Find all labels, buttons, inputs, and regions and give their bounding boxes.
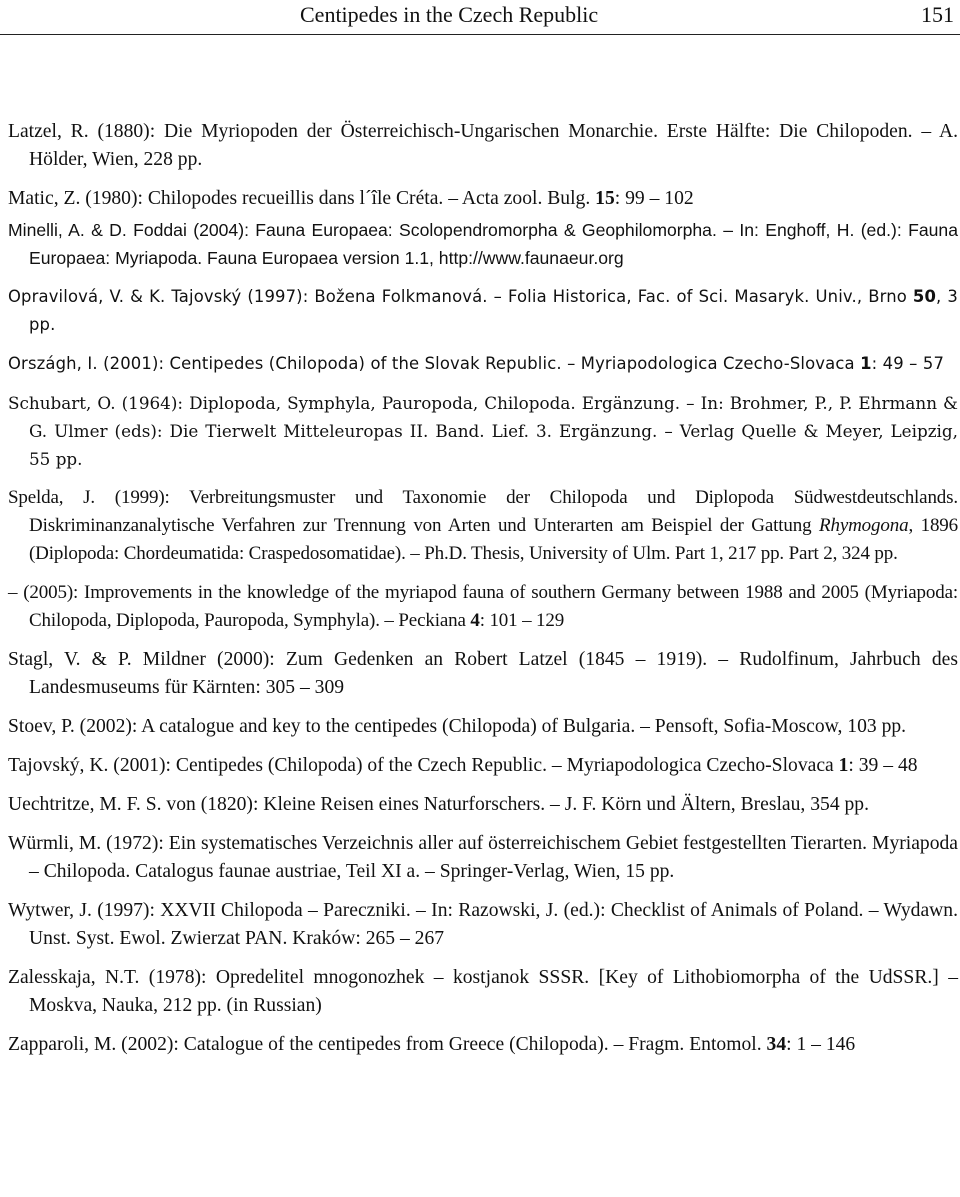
reference-list bbox=[8, 118, 958, 1070]
reference-zalesskaja: Zalesskaja, N.T. (1978): Opredelitel mnogonozhek – kostjanok SSSR. [Key of Lithobiomorpha of the UdSSR.] – Moskva, Nauka, 212 pp. (in Russian) bbox=[8, 967, 958, 1016]
reference-spelda-2005: – (2005): Improvements in the knowledge of the myriapod fauna of southern Germany between 1988 and 2005 (Myriapoda: Chilopoda, Diplopoda, Pauropoda, Symphyla). – Peckiana 4: 101 – 129 bbox=[8, 582, 958, 631]
reference-uechtritze: Uechtritze, M. F. S. von (1820): Kleine Reisen eines Naturforschers. – J. F. Körn und Ältern, Breslau, 354 pp. bbox=[8, 794, 870, 815]
reference-spelda-1999: Spelda, J. (1999): Verbreitungsmuster und Taxonomie der Chilopoda und Diplopoda Südwestdeutschlands. Diskriminanzanalytische Verfahren zur Trennung von Arten und Unterarten am Beispiel der Gattung Rhymogona, 1896 (Diplopoda: Chordeumatida: Craspedosomatidae). – Ph.D. Thesis, University of Ulm. Part 1, 217 pp. Part 2, 324 pp. bbox=[8, 487, 958, 564]
page-number: 151 bbox=[921, 2, 954, 27]
reference-stoev: Stoev, P. (2002): A catalogue and key to the centipedes (Chilopoda) of Bulgaria. – Pensoft, Sofia-Moscow, 103 pp. bbox=[8, 716, 907, 737]
reference-schubart: Schubart, O. (1964): Diplopoda, Symphyla, Pauropoda, Chilopoda. Ergänzung. – In: Brohmer, P., P. Ehrmann & G. Ulmer (eds): Die Tierwelt Mitteleuropas II. Band. Lief. 3. Ergänzung. – Verlag Quelle & Meyer, Leipzig, 55 pp. bbox=[8, 393, 958, 469]
reference-latzel: Latzel, R. (1880): Die Myriopoden der Österreichisch-Ungarischen Monarchie. Erste Hälfte: Die Chilopoden. – A. Hölder, Wien, 228 pp. bbox=[8, 121, 958, 170]
reference-zapparoli: Zapparoli, M. (2002): Catalogue of the centipedes from Greece (Chilopoda). – Fragm. Entomol. 34: 1 – 146 bbox=[8, 1034, 856, 1055]
running-title: Centipedes in the Czech Republic bbox=[300, 2, 599, 27]
reference-wytwer: Wytwer, J. (1997): XXVII Chilopoda – Pareczniki. – In: Razowski, J. (ed.): Checklist of Animals of Poland. – Wydawn. Unst. Syst. Ewol. Zwierzat PAN. Kraków: 265 – 267 bbox=[8, 900, 958, 949]
reference-minelli: Minelli, A. & D. Foddai (2004): Fauna Europaea: Scolopendromorpha & Geophilomorpha. – In: Enghoff, H. (ed.): Fauna Europaea: Myriapoda. Fauna Europaea version 1.1, http://www.faunaeur.org bbox=[8, 220, 958, 268]
running-header bbox=[0, 0, 960, 35]
reference-stagl: Stagl, V. & P. Mildner (2000): Zum Gedenken an Robert Latzel (1845 – 1919). – Rudolfinum, Jahrbuch des Landesmuseums für Kärnten: 305 – 309 bbox=[8, 649, 958, 698]
reference-opravilova: Opravilová, V. & K. Tajovský (1997): Božena Folkmanová. – Folia Historica, Fac. of Sci. Masaryk. Univ., Brno 50, 3 pp. bbox=[8, 287, 958, 334]
reference-wurmli: Würmli, M. (1972): Ein systematisches Verzeichnis aller auf österreichischem Gebiet festgestellten Tierarten. Myriapoda – Chilopoda. Catalogus faunae austriae, Teil XI a. – Springer-Verlag, Wien, 15 pp. bbox=[8, 833, 958, 882]
reference-matic: Matic, Z. (1980): Chilopodes recueillis dans l´île Créta. – Acta zool. Bulg. 15: 99 – 102 bbox=[8, 188, 694, 209]
reference-tajovsky: Tajovský, K. (2001): Centipedes (Chilopoda) of the Czech Republic. – Myriapodologica Czecho-Slovaca 1: 39 – 48 bbox=[8, 755, 918, 776]
reference-orszagh: Országh, I. (2001): Centipedes (Chilopoda) of the Slovak Republic. – Myriapodologica Czecho-Slovaca 1: 49 – 57 bbox=[8, 354, 945, 373]
